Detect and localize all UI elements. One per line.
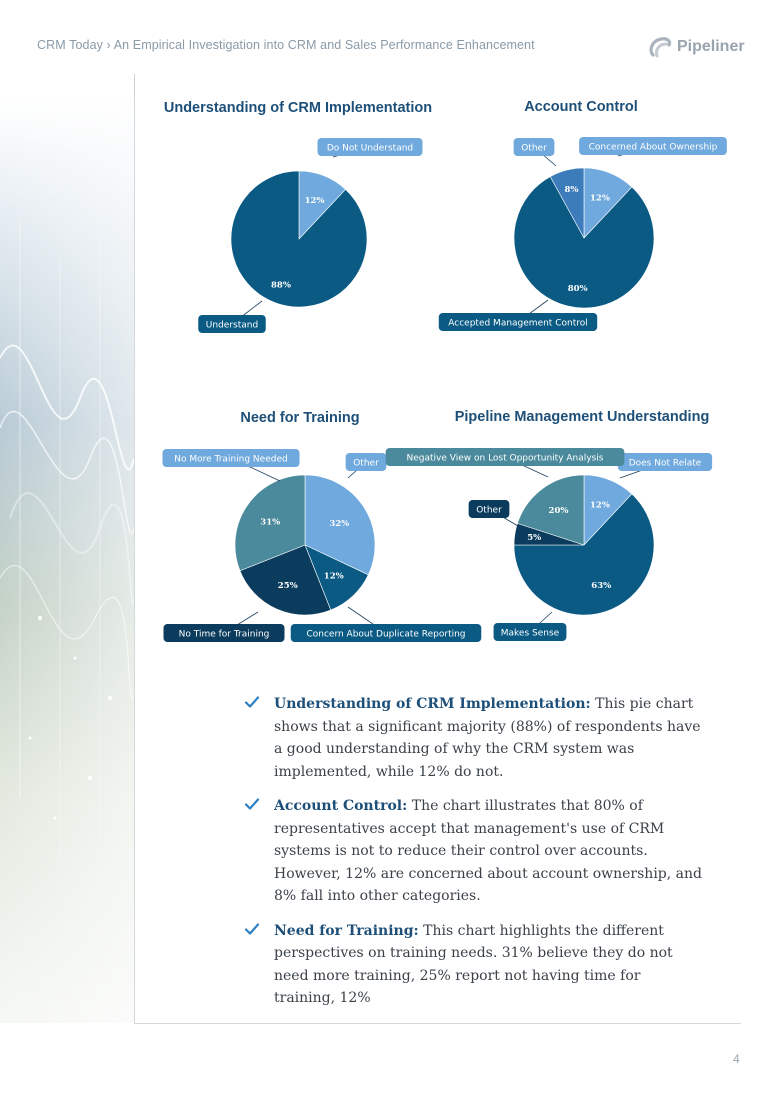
bullet-body: This pie chart shows that a significant majority (88%) of respondents have a good understanding of why the CRM system was implemented, while 12% do not. — [274, 696, 701, 780]
bullet-heading: Need for Training: — [274, 922, 419, 939]
slice-value: 32% — [329, 519, 350, 530]
bullet-text — [274, 920, 704, 1010]
slice-value: 12% — [323, 571, 344, 582]
pie-slice — [231, 171, 367, 307]
chart-title: Pipeline Management Understanding — [454, 409, 710, 425]
slice-value: 25% — [277, 580, 298, 591]
bullet-item — [244, 795, 704, 908]
slice-value: 88% — [271, 280, 291, 291]
slice-label: Concerned About Ownership — [588, 142, 718, 153]
slice-label: Accepted Management Control — [448, 318, 588, 329]
slice-label: Makes Sense — [500, 628, 560, 639]
slice-value: 12% — [304, 195, 325, 206]
bullet-heading: Account Control: — [274, 798, 408, 814]
slice-value: 63% — [591, 580, 612, 591]
bullet-item — [244, 920, 704, 1010]
slice-label: Do Not Understand — [326, 143, 414, 154]
header-title: CRM Today › An Empirical Investigation into CRM and Sales Performance Enhancement — [37, 38, 535, 52]
bullet-list — [244, 693, 704, 1022]
pie-chart-2 — [439, 99, 727, 331]
slice-value: 12% — [590, 193, 610, 204]
slice-label: Does Not Relate — [628, 458, 702, 469]
slice-value: 31% — [260, 517, 281, 528]
logo-text: Pipeliner — [677, 38, 745, 55]
pie-chart-3 — [162, 410, 481, 642]
checkmark-icon — [244, 795, 274, 908]
pie-chart-4 — [386, 409, 712, 641]
slice-label: Other — [353, 458, 379, 469]
slice-label: Other — [476, 505, 502, 516]
bullet-body: The chart illustrates that 80% of representatives accept that management's use of CRM systems is not to reduce their control over accounts. However, 12% are concerned about account ownership, and 8% fall into other categories. — [274, 798, 702, 904]
slice-label: Understand — [205, 320, 259, 331]
slice-label: Negative View on Lost Opportunity Analysis — [406, 453, 604, 464]
chart-title: Need for Training — [240, 410, 360, 426]
slice-value: 20% — [548, 505, 569, 516]
bullet-heading: Understanding of CRM Implementation: — [274, 696, 591, 712]
slice-value: 5% — [527, 533, 542, 544]
frame-line-bottom — [134, 1023, 741, 1024]
chart-title: Account Control — [524, 99, 638, 115]
page-number: 4 — [733, 1052, 740, 1066]
bullet-item — [244, 693, 704, 783]
slice-label: Other — [521, 143, 547, 154]
checkmark-icon — [244, 920, 274, 1010]
chart-title: Understanding of CRM Implementation — [163, 100, 433, 116]
checkmark-icon — [244, 693, 274, 783]
bullet-text — [274, 693, 704, 783]
bullet-body: This chart highlights the different perspectives on training needs. 31% believe they do not need more training, 25% report not having time for training, 12% — [274, 922, 673, 1006]
slice-value: 8% — [564, 185, 579, 196]
slice-label: No Time for Training — [178, 629, 270, 640]
slice-label: No More Training Needed — [174, 454, 288, 465]
pie-chart-1 — [164, 100, 432, 333]
bullet-text — [274, 795, 704, 908]
slice-value: 80% — [567, 284, 588, 295]
slice-value: 12% — [590, 500, 610, 511]
slice-label: Concern About Duplicate Reporting — [306, 629, 466, 640]
